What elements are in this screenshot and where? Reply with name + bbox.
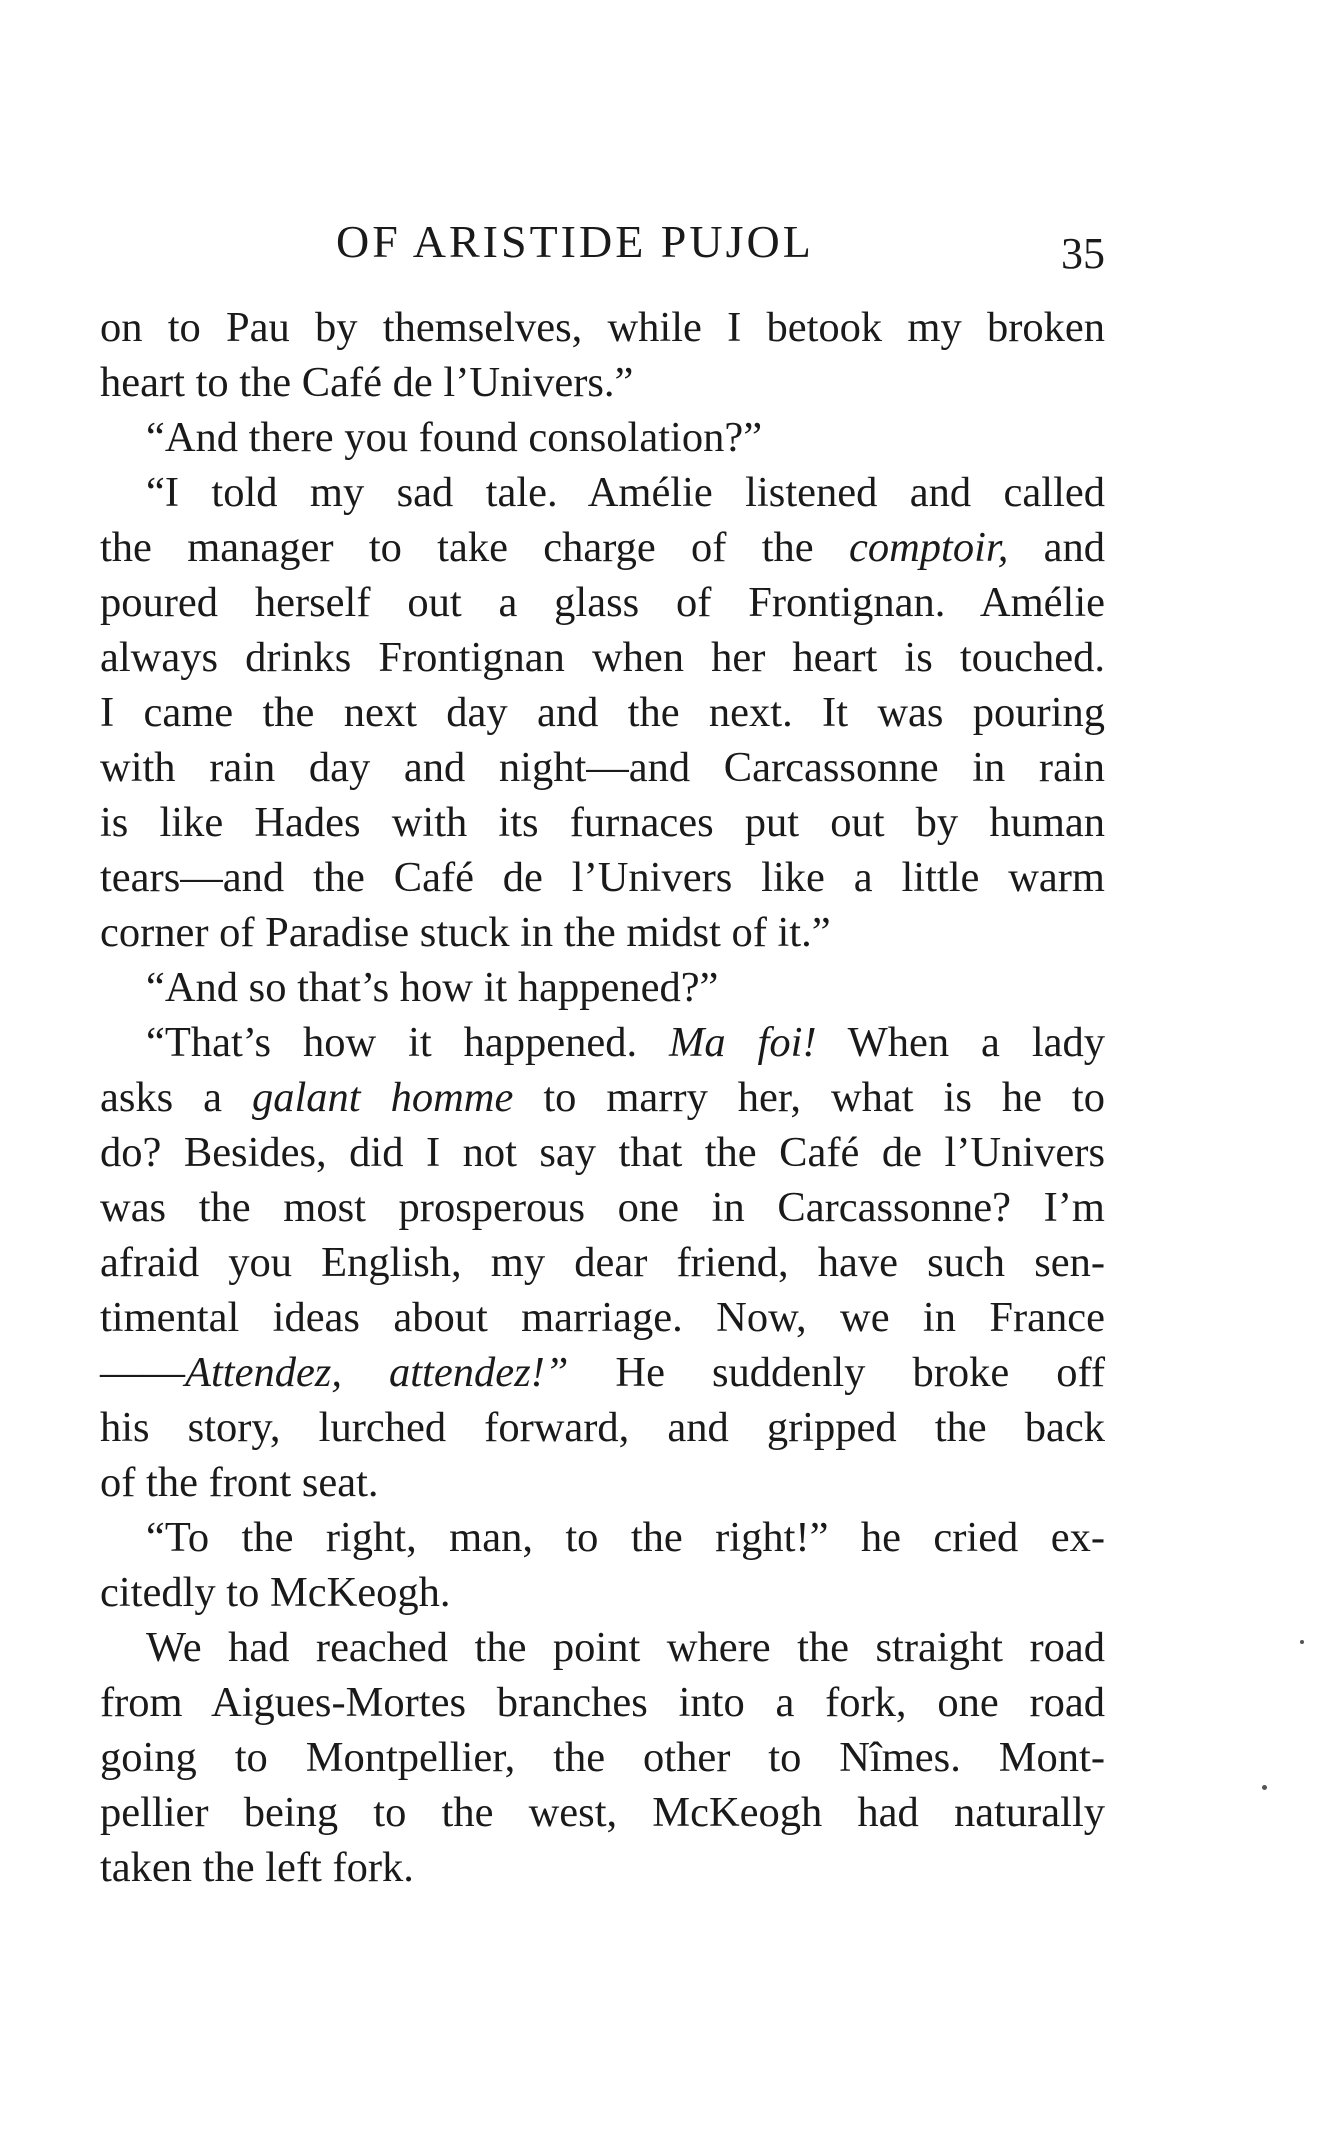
text-line <box>100 630 1105 685</box>
text-segment: When a lady <box>816 1019 1105 1066</box>
text-segment: tears—and the Café de l’Univers like a little warm <box>100 854 1105 901</box>
text-line <box>100 1290 1105 1345</box>
italic-phrase: comptoir, <box>848 524 1009 571</box>
text-segment: with rain day and night—and Carcassonne in rain <box>100 744 1105 791</box>
text-segment: going to Montpellier, the other to Nîmes. Mont- <box>100 1734 1105 1781</box>
text-line <box>100 795 1105 850</box>
text-line <box>100 1620 1105 1675</box>
page-number: 35 <box>1061 229 1105 278</box>
text-segment: poured herself out a glass of Frontignan. Amélie <box>100 579 1105 626</box>
text-line <box>100 1840 1105 1895</box>
text-line <box>100 1015 1105 1070</box>
text-segment: the manager to take charge of the <box>100 524 849 571</box>
text-segment: do? Besides, did I not say that the Café de l’Univers <box>100 1129 1105 1176</box>
text-line <box>100 685 1105 740</box>
text-segment: corner of Paradise stuck in the midst of it.” <box>100 909 831 956</box>
text-segment: was the most prosperous one in Carcassonne? I’m <box>100 1184 1105 1231</box>
text-segment: timental ideas about marriage. Now, we in France <box>100 1294 1105 1341</box>
text-line <box>100 465 1105 520</box>
text-segment: We had reached the point where the straight road <box>146 1624 1105 1671</box>
text-line <box>100 1785 1105 1840</box>
text-segment: on to Pau by themselves, while I betook my broken <box>100 304 1105 351</box>
text-line <box>100 1180 1105 1235</box>
text-segment: “And so that’s how it happened?” <box>146 964 719 1011</box>
text-line <box>100 960 1105 1015</box>
running-title: OF ARISTIDE PUJOL <box>336 216 814 267</box>
text-segment: of the front seat. <box>100 1459 379 1506</box>
text-segment: —— <box>100 1349 185 1396</box>
running-head <box>100 212 1105 278</box>
text-segment: always drinks Frontignan when her heart is touched. <box>100 634 1105 681</box>
italic-phrase: galant homme <box>252 1074 514 1121</box>
text-segment: I came the next day and the next. It was pouring <box>100 689 1105 736</box>
text-line <box>100 1400 1105 1455</box>
text-line <box>100 1675 1105 1730</box>
text-segment: “To the right, man, to the right!” he cried ex- <box>146 1514 1105 1561</box>
text-segment: and <box>1008 524 1105 571</box>
text-line <box>100 1565 1105 1620</box>
text-line <box>100 1235 1105 1290</box>
text-line <box>100 1125 1105 1180</box>
print-speck <box>1300 1640 1304 1644</box>
text-segment: “That’s how it happened. <box>146 1019 669 1066</box>
italic-phrase: Attendez, attendez!” <box>185 1349 569 1396</box>
text-segment: afraid you English, my dear friend, have such sen- <box>100 1239 1105 1286</box>
text-segment: is like Hades with its furnaces put out by human <box>100 799 1105 846</box>
body-text <box>100 300 1105 1895</box>
text-line <box>100 1455 1105 1510</box>
text-segment: taken the left fork. <box>100 1844 414 1891</box>
print-speck <box>1262 1785 1267 1790</box>
text-segment: from Aigues-Mortes branches into a fork, one road <box>100 1679 1105 1726</box>
text-line <box>100 1070 1105 1125</box>
text-line <box>100 575 1105 630</box>
text-line <box>100 410 1105 465</box>
text-line <box>100 520 1105 575</box>
text-line <box>100 355 1105 410</box>
text-segment: to marry her, what is he to <box>513 1074 1105 1121</box>
text-segment: “I told my sad tale. Amélie listened and called <box>146 469 1105 516</box>
text-line <box>100 905 1105 960</box>
text-segment: “And there you found consolation?” <box>146 414 763 461</box>
italic-phrase: Ma foi! <box>668 1019 817 1066</box>
text-line <box>100 1345 1105 1400</box>
text-segment: pellier being to the west, McKeogh had naturally <box>100 1789 1105 1836</box>
text-segment: He suddenly broke off <box>568 1349 1106 1396</box>
text-segment: his story, lurched forward, and gripped the back <box>100 1404 1105 1451</box>
text-line <box>100 300 1105 355</box>
text-line <box>100 740 1105 795</box>
text-line <box>100 1510 1105 1565</box>
text-segment: asks a <box>100 1074 252 1121</box>
text-line <box>100 1730 1105 1785</box>
text-segment: citedly to McKeogh. <box>100 1569 451 1616</box>
text-line <box>100 850 1105 905</box>
text-segment: heart to the Café de l’Univers.” <box>100 359 634 406</box>
